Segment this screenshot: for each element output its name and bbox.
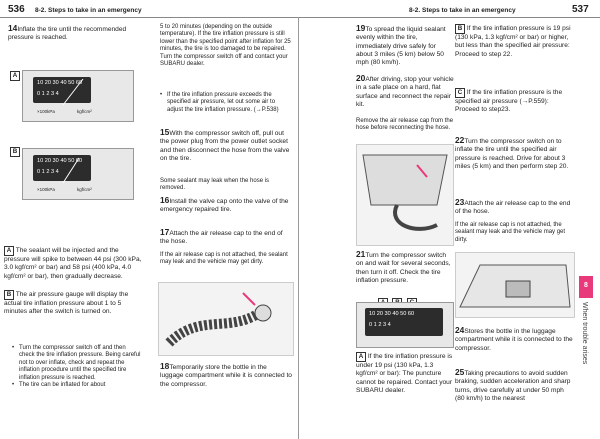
step-22: 22Turn the compressor switch on to inflate the tire until the specified air pressure is reached. Drive for about 3 miles (5 km) and then perform step 20. [455, 135, 569, 170]
step-21: 21Turn the compressor switch on and wait for several seconds, then turn it off. Check the tire inflation pressure. [356, 249, 451, 284]
left-header-title: 8-2. Steps to take in an emergency [35, 7, 142, 14]
vehicle-interior-illustration [356, 144, 454, 246]
gauge-needle-icon [23, 149, 133, 199]
figure-a-label: A [10, 64, 20, 82]
figure-b-label: B [10, 140, 20, 158]
gauge-figure-a [22, 70, 134, 122]
step-14: 14Inflate the tire until the recommended pressure is reached. [8, 23, 127, 42]
chapter-tab [579, 276, 593, 298]
gauge-scale: 10 20 30 40 50 60 [37, 158, 83, 164]
chapter-number: 8 [584, 282, 588, 289]
gauge-unit: ×100kPa [37, 109, 55, 114]
right-header-title: 8-2. Steps to take in an emergency [409, 7, 516, 14]
step-25: 25Taking precautions to avoid sudden braking, sudden acceleration and sharp turns, drive carefully at under 50 mph (80 km/h) to the nearest [455, 367, 571, 402]
luggage-compartment-icon [456, 253, 574, 317]
continued-text: 5 to 20 minutes (depending on the outside temperature). If the tire inflation pressure is still lower than the specified point after inflation for 25 minutes, the tire is too damaged to be repaired. Turn the compressor switch off and contact your SUBARU dealer. [160, 24, 291, 68]
bullet-list-col2 [160, 92, 292, 114]
gauge-scale-secondary: 0 1 2 3 4 [37, 169, 59, 175]
bullet-list-col1 [12, 345, 142, 389]
gauge-scale: 10 20 30 40 50 60 [369, 311, 415, 317]
gauge-scale-secondary: 0 1 2 3 4 [369, 322, 391, 328]
step-18: 18Temporarily store the bottle in the luggage compartment while it is connected to the compressor. [160, 361, 292, 388]
gauge-figure-abc [356, 302, 454, 348]
note-b: B The air pressure gauge will display the actual tire inflation pressure about 1 to 5 minutes after the switch is turned on. [4, 291, 129, 316]
step-24: 24Stores the bottle in the luggage compartment while it is connected to the compressor. [455, 325, 573, 352]
note-20: Remove the air release cap from the hose before reconnecting the hose. [356, 118, 454, 132]
luggage-compartment-illustration [455, 252, 575, 318]
note-23: If the air release cap is not attached, the sealant may leak and the vehicle may get dirty. [455, 222, 566, 243]
chapter-title: When trouble arises [581, 302, 588, 365]
note-a: A The sealant will be injected and the pressure will spike to between 44 psi (300 kPa, 3.0 kgf/cm² or bar) and 58 psi (400 kPa, 4.0 kgf/cm² or bar), then gradually decrease. [4, 247, 142, 280]
dashboard-icon [357, 145, 453, 245]
note-17: If the air release cap is not attached, the sealant may leak and the vehicle may get dirty. [160, 252, 288, 266]
gauge-scale: 10 20 30 40 50 60 [37, 80, 83, 86]
step-17: 17Attach the air release cap to the end of the hose. [160, 227, 283, 246]
gauge-unit-secondary: kgf/cm² [77, 109, 92, 114]
left-page-number: 536 [8, 4, 25, 15]
note-c-right: C If the tire inflation pressure is the specified air pressure (→P.559): Proceed to step23. [455, 89, 563, 114]
bullet-item: • If the tire inflation pressure exceeds the specified air pressure, let out some air to adjust the tire inflation pressure. (→P.538) [167, 92, 292, 114]
gauge-figure-b [22, 148, 134, 200]
step-23: 23Attach the air release cap to the end of the hose. [455, 197, 571, 216]
gauge-needle-icon [23, 71, 133, 121]
hose-icon [159, 283, 293, 355]
step-19: 19To spread the liquid sealant evenly within the tire, immediately drive safely for about 3 miles (5 km) below 50 mph (80 km/h). [356, 23, 446, 67]
step-16: 16Install the valve cap onto the valve of the emergency repaired tire. [160, 195, 289, 214]
step-20: 20After driving, stop your vehicle in a safe place on a hard, flat surface and reconnect the repair kit. [356, 73, 454, 108]
gauge-unit-secondary: kgf/cm² [77, 187, 92, 192]
right-page-number: 537 [572, 4, 589, 15]
gauge-unit: ×100kPa [37, 187, 55, 192]
header-rule [0, 17, 600, 18]
bullet-item: • Turn the compressor switch off and then check the tire inflation pressure. Being careful not to over inflate, check and repeat the inflation procedure until the specified tire inflation pressure is reached. [19, 345, 142, 382]
note-a-right: A If the tire inflation pressure is under 19 psi (130 kPa, 1.3 kgf/cm² or bar): The puncture cannot be repaired. Contact your SUBARU dealer. [356, 353, 453, 394]
page-divider [298, 17, 299, 439]
note-15: Some sealant may leak when the hose is removed. [160, 178, 270, 192]
bullet-item: • The tire can be inflated for about [19, 382, 142, 389]
hose-cap-illustration [158, 282, 294, 356]
gauge-scale-secondary: 0 1 2 3 4 [37, 91, 59, 97]
step-15: 15With the compressor switch off, pull out the power plug from the power outlet socket and then disconnect the hose from the valve on the tire. [160, 127, 290, 162]
note-b-right: B If the tire inflation pressure is 19 psi (130 kPa, 1.3 kgf/cm² or bar) or higher, but less than the specified air pressure: Proceed to step 22. [455, 25, 571, 58]
